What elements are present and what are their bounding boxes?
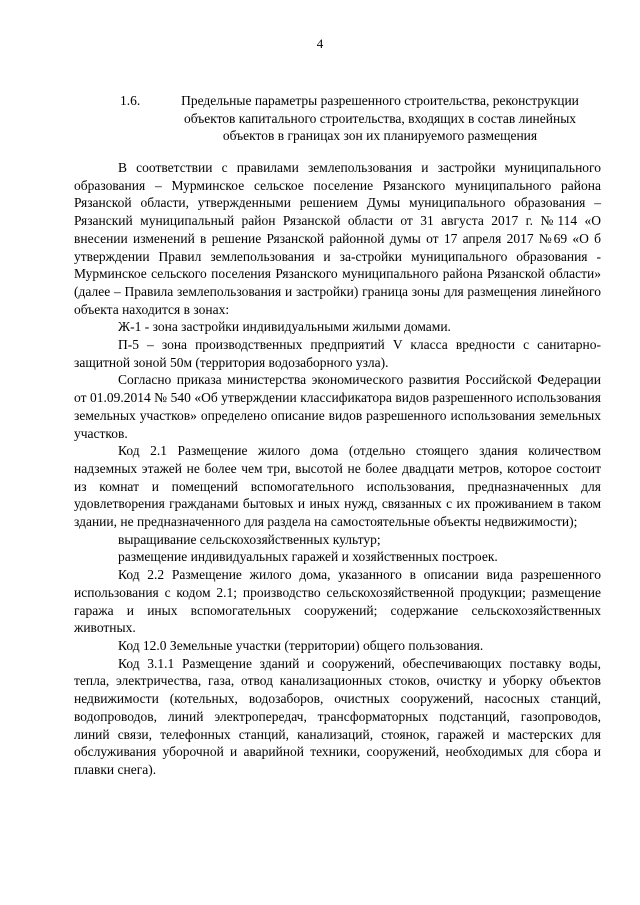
body-text bbox=[74, 159, 601, 779]
paragraph-garages: размещение индивидуальных гаражей и хозяйственных построек. bbox=[118, 549, 498, 565]
section-heading bbox=[120, 92, 600, 145]
paragraph-zone-p5: П-5 – зона производственных предприятий V класса вредности с санитарно-защитной зоной 50м (территория водозаборного узла). bbox=[74, 337, 601, 370]
paragraph-zoning-rules: В соответствии с правилами землепользования и застройки муниципального образования – Мурминское сельское поселение Рязанского муниципального района Рязанской области, утвержденными решением Думы муниципального образования – Рязанский муниципальный район Рязанской области от 31 августа 2017 г. №114 «О внесении изменений в решение Рязанской районной думы от 17 апреля 2017 №69 «О б утверждении Правил землепользования и за-стройки муниципального образования - Мурминское сельского поселения Рязанского муниципального района Рязанской области» (далее – Правила землепользования и застройки) граница зоны для размещения линейного объекта находится в зонах: bbox=[74, 160, 601, 317]
paragraph-code-2-1: Код 2.1 Размещение жилого дома (отдельно стоящего здания количеством надземных этажей не более чем три, высотой не более двадцати метров, которое состоит из комнат и помещений вспомогательного использования, предназначенных для удовлетворения гражданами бытовых и иных нужд, связанных с их проживанием в таком здании, не предназначенного для раздела на самостоятельные объекты недвижимости); bbox=[74, 443, 601, 530]
section-number: 1.6. bbox=[120, 93, 141, 108]
paragraph-classifier-order: Согласно приказа министерства экономического развития Российской Федерации от 01.09.2014 № 540 «Об утверждении классификатора видов разрешенного использования земельных участков» определено описание видов разрешенного использования земельных участков. bbox=[74, 372, 601, 441]
paragraph-code-3-1-1: Код 3.1.1 Размещение зданий и сооружений, обеспечивающих поставку воды, тепла, электричества, газа, отвод канализационных стоков, очистку и уборку объектов недвижимости (котельных, водозаборов, очистных сооружений, насосных станций, водопроводов, линий электропередач, трансформаторных подстанций, газопроводов, линий связи, телефонных станций, канализаций, стоянок, гаражей и мастерских для обслуживания уборочной и аварийной техники, сооружений, необходимых для сбора и плавки снега). bbox=[74, 655, 601, 777]
paragraph-code-2-2: Код 2.2 Размещение жилого дома, указанного в описании вида разрешенного использования с кодом 2.1; производство сельскохозяйственной продукции; размещение гаража и иных вспомогательных сооружений; содержание сельскохозяйственных животных. bbox=[74, 567, 601, 636]
paragraph-code-12-0: Код 12.0 Земельные участки (территории) общего пользования. bbox=[118, 637, 484, 653]
section-title: Предельные параметры разрешенного строительства, реконструкции объектов капитального строительства, входящих в состав линейных объектов в границах зон их планируемого размещения bbox=[181, 93, 579, 143]
page-number: 4 bbox=[316, 36, 324, 51]
paragraph-zone-zh1: Ж-1 - зона застройки индивидуальными жилыми домами. bbox=[118, 319, 451, 335]
paragraph-crop-growing: выращивание сельскохозяйственных культур; bbox=[118, 531, 381, 547]
